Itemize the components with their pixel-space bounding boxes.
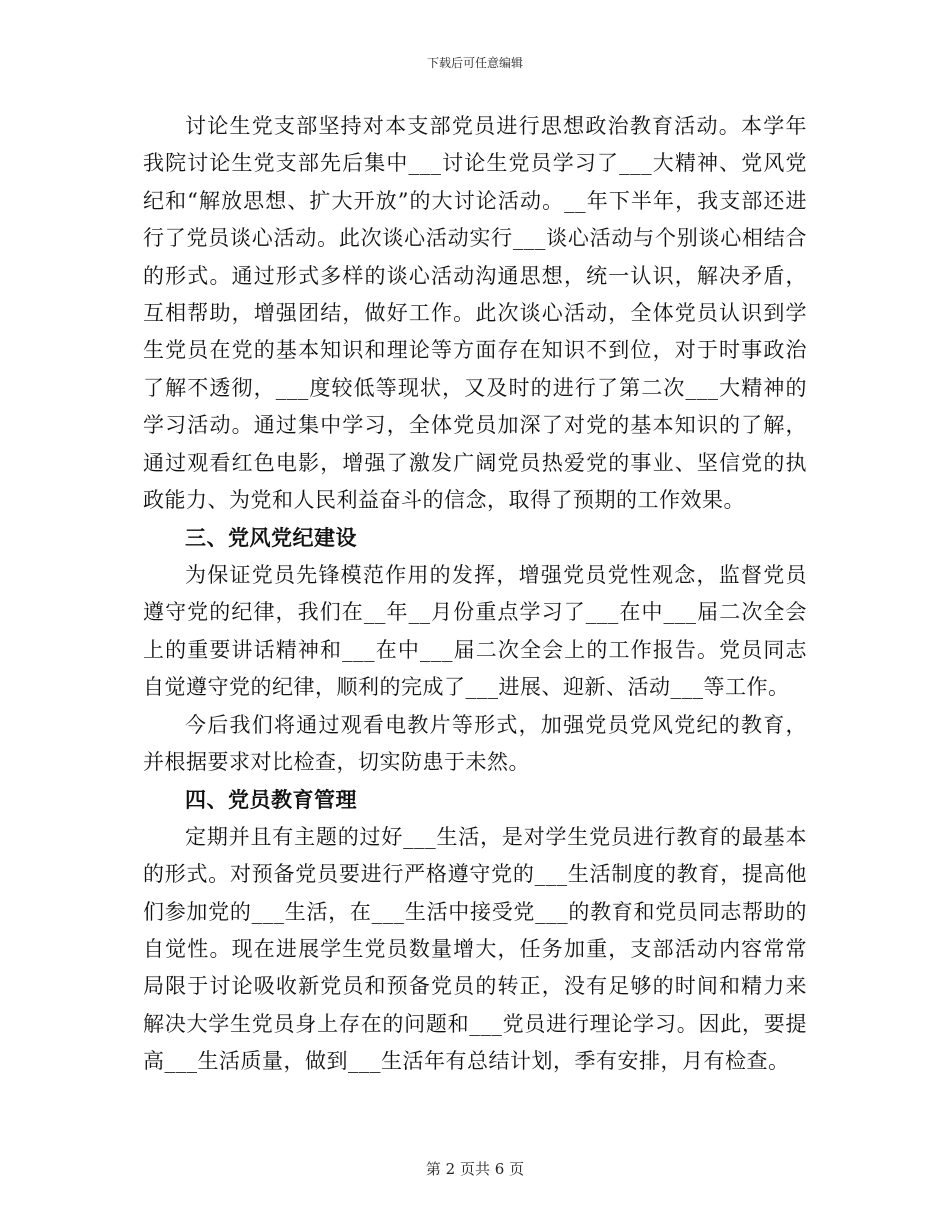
document-body [143,108,807,1081]
section-heading-party-discipline: 三、党风党纪建设 [185,525,357,551]
page-number-footer: 第 2 页共 6 页 [425,1160,525,1178]
section-heading-member-management: 四、党员教育管理 [185,787,357,813]
header-note: 下载后可任意编辑 [426,56,523,70]
paragraph-party-discipline: 为保证党员先锋模范作用的发挥，增强党员党性观念，监督党员遵守党的纪律，我们在__年__月份重点学习了___在中___届二次全会上的重要讲话精神和___在中___届二次全会上的工作报告。党员同志自觉遵守党的纪律，顺利的完成了___进展、迎新、活动___等工作。 [143,562,807,700]
paragraph-member-management: 定期并且有主题的过好___生活，是对学生党员进行教育的最基本的形式。对预备党员要进行严格遵守党的___生活制度的教育，提高他们参加党的___生活，在___生活中接受党___的教育和党员同志帮助的自觉性。现在进展学生党员数量增大，任务加重，支部活动内容常常局限于讨论吸收新党员和预备党员的转正，没有足够的时间和精力来解决大学生党员身上存在的问题和___党员进行理论学习。因此，要提高___生活质量，做到___生活年有总结计划，季有安排，月有检查。 [143,824,807,1074]
paragraph-future-plan: 今后我们将通过观看电教片等形式，加强党员党风党纪的教育，并根据要求对比检查，切实防患于未然。 [143,712,807,774]
paragraph-thought-education: 讨论生党支部坚持对本支部党员进行思想政治教育活动。本学年我院讨论生党支部先后集中___讨论生党员学习了___大精神、党风党纪和“解放思想、扩大开放”的大讨论活动。__年下半年，我支部还进行了党员谈心活动。此次谈心活动实行___谈心活动与个别谈心相结合的形式。通过形式多样的谈心活动沟通思想，统一认识，解决矛盾，互相帮助，增强团结，做好工作。此次谈心活动，全体党员认识到学生党员在党的基本知识和理论等方面存在知识不到位，对于时事政治了解不透彻，___度较低等现状，又及时的进行了第二次___大精神的学习活动。通过集中学习，全体党员加深了对党的基本知识的了解，通过观看红色电影，增强了激发广阔党员热爱党的事业、坚信党的执政能力、为党和人民利益奋斗的信念，取得了预期的工作效果。 [143,114,807,513]
